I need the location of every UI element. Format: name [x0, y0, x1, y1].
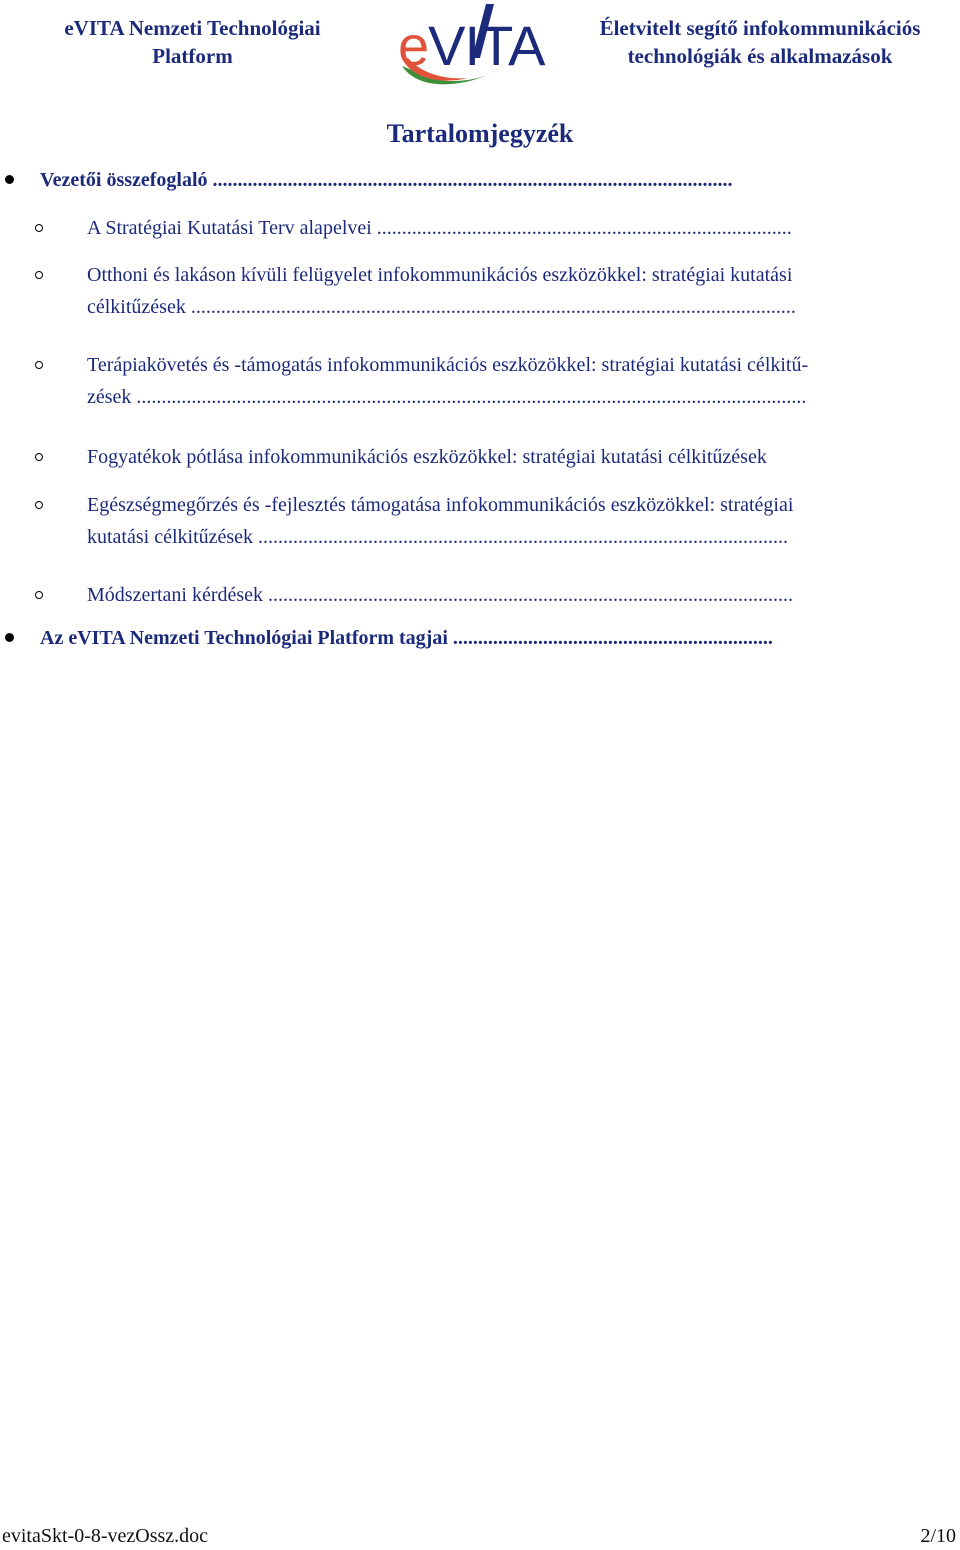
bullet-filled-icon: [5, 175, 14, 184]
header-subtitle: [560, 14, 960, 70]
toc-entry-methodology[interactable]: [87, 579, 900, 611]
page-header: [0, 0, 960, 100]
header-organization-line2: Platform: [152, 44, 233, 68]
toc-entry-text: Módszertani kérdések .........................................................................................................: [87, 584, 794, 606]
toc-entry-members[interactable]: [40, 622, 900, 654]
toc-entry-text-line1: Otthoni és lakáson kívüli felügyelet infokommunikációs eszközökkel: stratégiai kutatási: [87, 264, 793, 286]
header-organization-line1: eVITA Nemzeti Technológiai: [64, 16, 321, 40]
toc-title: Tartalomjegyzék: [386, 119, 574, 148]
bullet-hollow-icon: [35, 501, 43, 509]
header-subtitle-line2: technológiák és alkalmazások: [627, 44, 893, 68]
evita-logo: [398, 0, 563, 92]
toc-entry-text: Fogyatékok pótlása infokommunikációs eszközökkel: stratégiai kutatási célkitűzések: [87, 446, 767, 468]
toc-entry-text: Az eVITA Nemzeti Technológiai Platform tagjai ................................................................: [40, 627, 773, 649]
toc-entry-principles[interactable]: [87, 212, 900, 244]
footer-filename: evitaSkt-0-8-vezOssz.doc: [2, 1525, 209, 1547]
toc-entry-executive-summary[interactable]: [40, 164, 900, 196]
bullet-hollow-icon: [35, 361, 43, 369]
header-subtitle-line1: Életvitelt segítő infokommunikációs: [599, 16, 921, 40]
toc-entry-text: Vezetői összefoglaló ........................................................................................................: [40, 169, 733, 191]
bullet-hollow-icon: [35, 453, 43, 461]
toc-entry-text-line1: Terápiakövetés és -támogatás infokommunikációs eszközökkel: stratégiai kutatási célkitű-: [87, 354, 809, 376]
evita-logo-text: [398, 16, 544, 76]
bullet-hollow-icon: [35, 271, 43, 279]
header-organization: [0, 14, 385, 70]
toc-entry-text-line2: kutatási célkitűzések ..........................................................................................................: [87, 526, 789, 548]
evita-logo-e: e: [398, 14, 429, 77]
toc-entry-disability-compensation[interactable]: [87, 441, 900, 473]
toc-entry-home-monitoring[interactable]: [87, 259, 900, 323]
bullet-hollow-icon: [35, 591, 43, 599]
footer-page-number: 2/10: [920, 1525, 956, 1547]
toc-entry-text-line1: Egészségmegőrzés és -fejlesztés támogatása infokommunikációs eszközökkel: stratégiai: [87, 494, 794, 516]
bullet-filled-icon: [5, 633, 14, 642]
toc-entry-health-promotion[interactable]: [87, 489, 900, 553]
evita-logo-vita: VITA: [428, 14, 545, 77]
toc-entry-text-line2: célkitűzések .........................................................................................................................: [87, 296, 796, 318]
bullet-hollow-icon: [35, 224, 43, 232]
toc-entry-text-line2: zések ......................................................................................................................................: [87, 386, 807, 408]
toc-entry-therapy-tracking[interactable]: [87, 349, 900, 413]
toc-entry-text: A Stratégiai Kutatási Terv alapelvei ...................................................................................: [87, 217, 792, 239]
